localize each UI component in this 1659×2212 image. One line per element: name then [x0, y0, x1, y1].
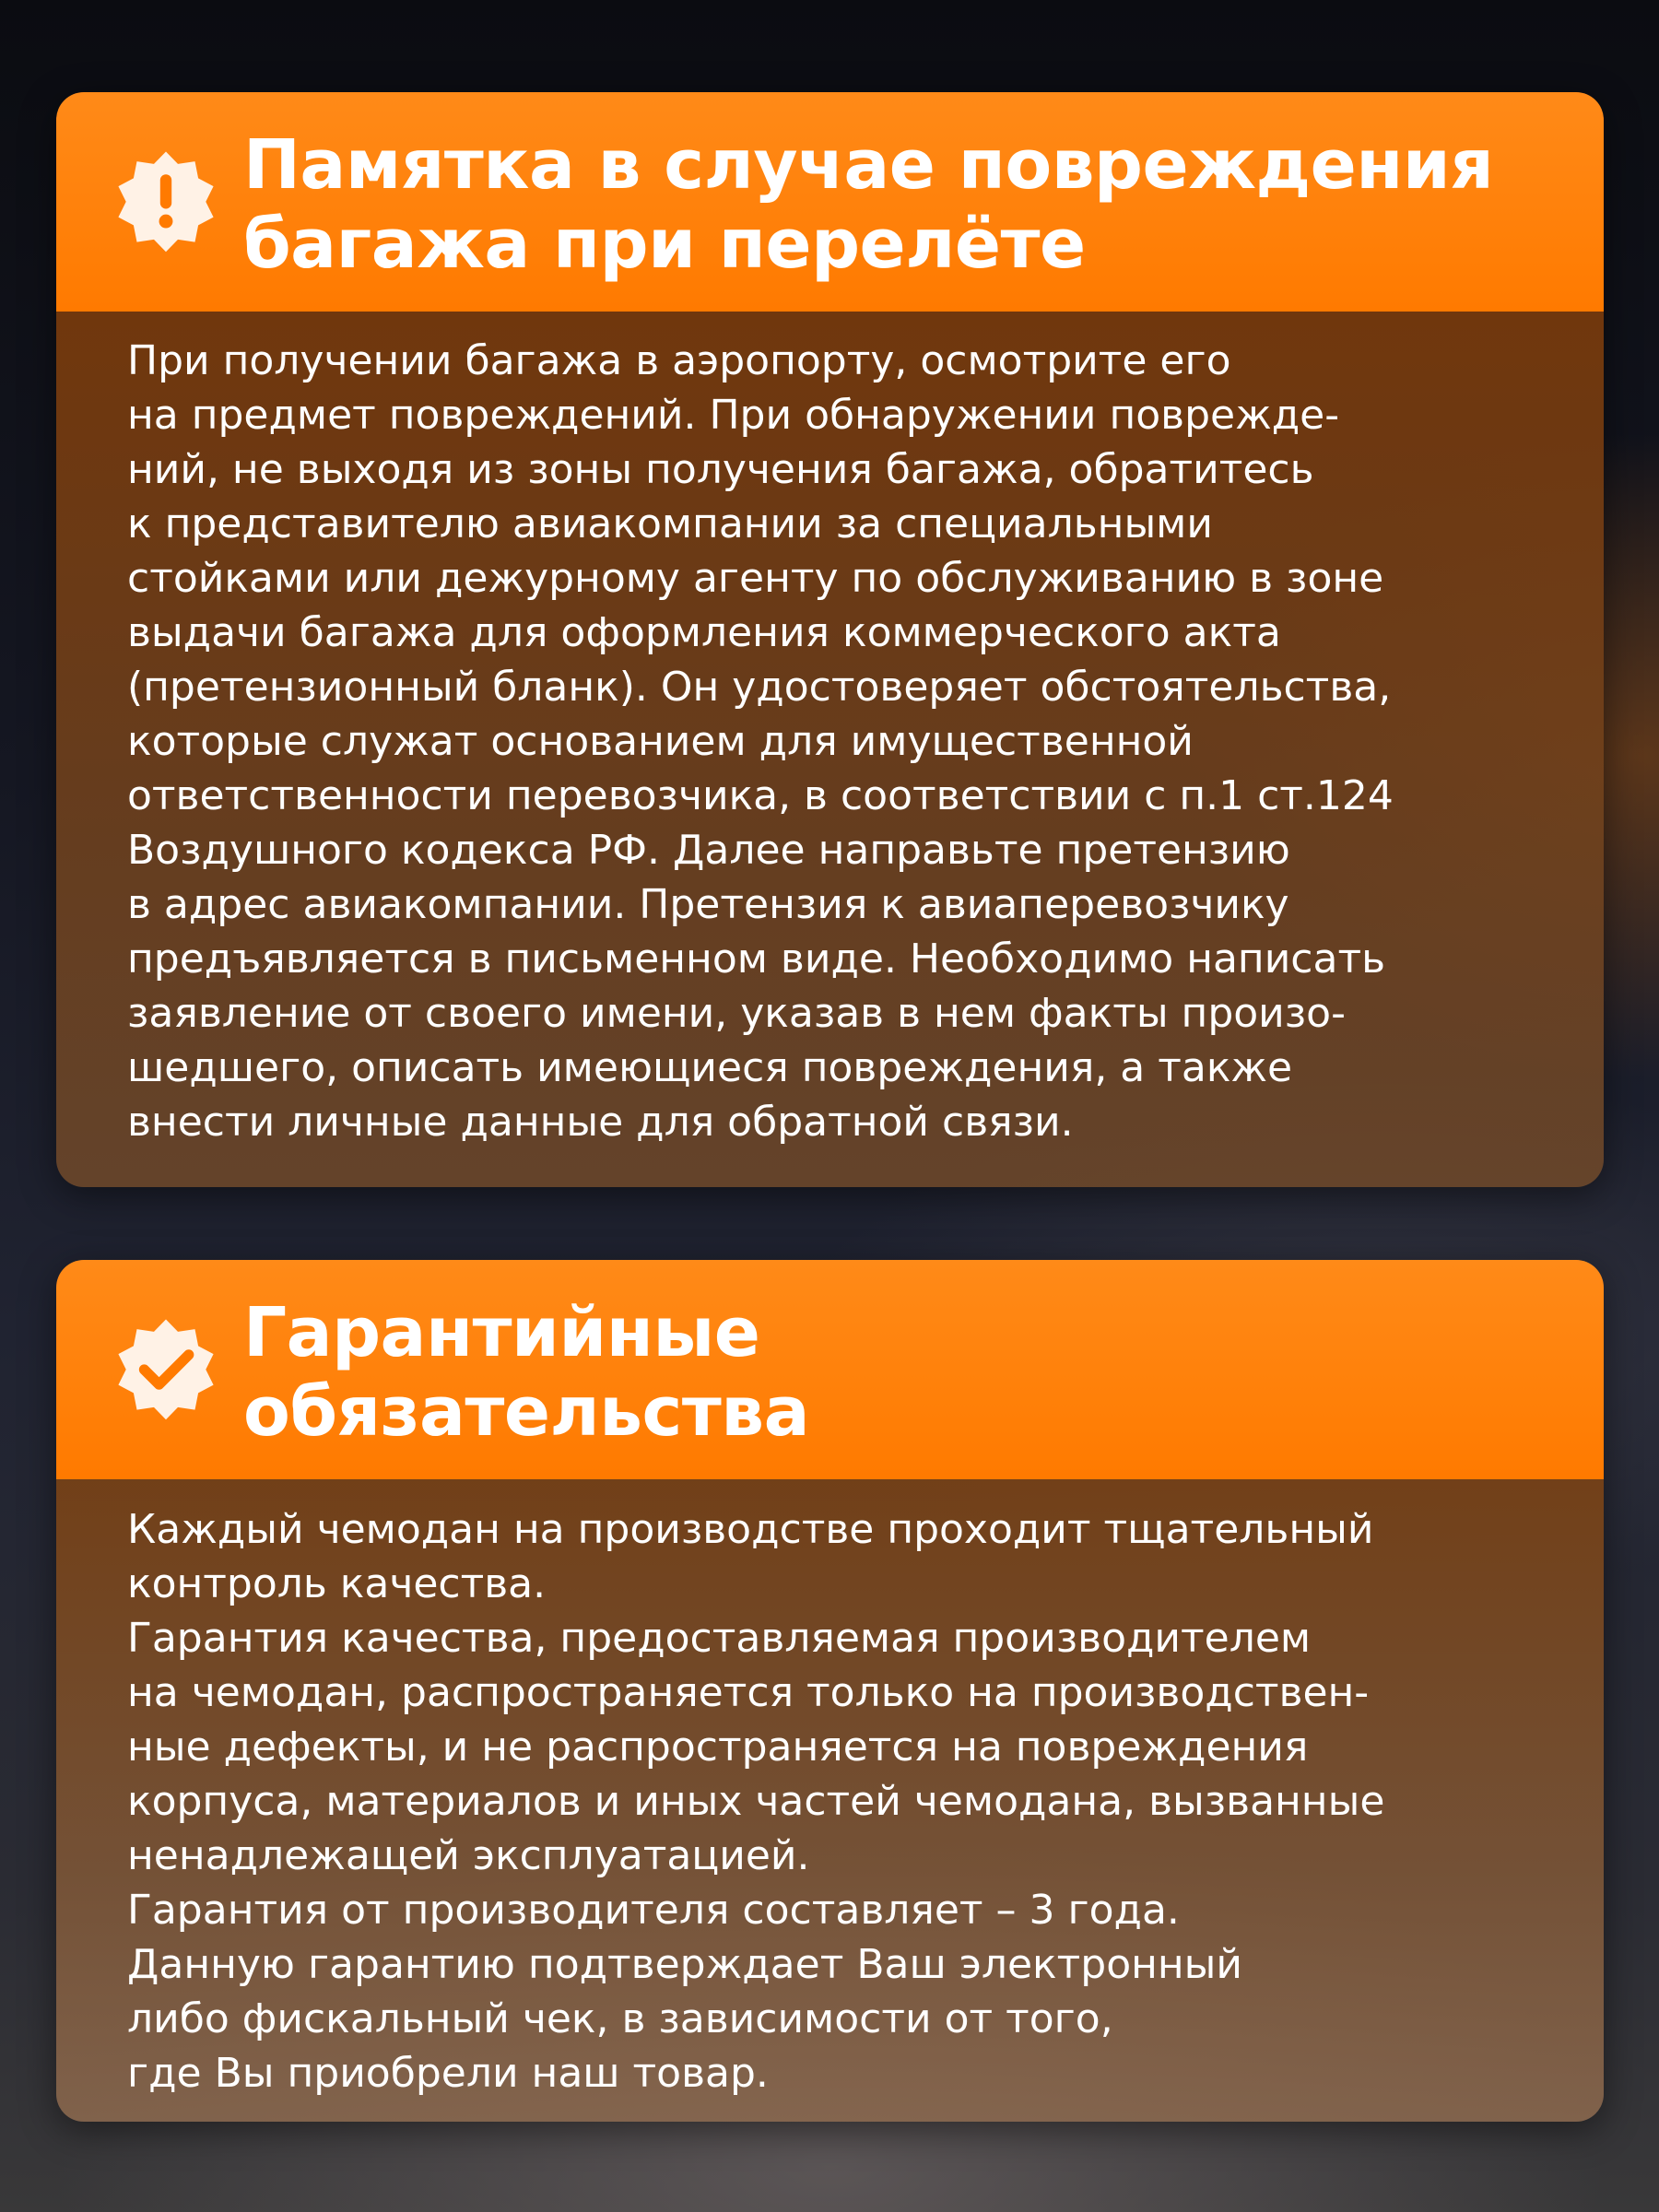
warranty-title: [243, 1293, 1567, 1452]
title-line: Памятка в случае повреждения: [243, 125, 1494, 205]
damage-memo-header: [56, 92, 1604, 312]
text-line: шедшего, описать имеющиеся повреждения, а также: [127, 1044, 1293, 1091]
alert-badge-icon: [109, 145, 223, 259]
text-line: контроль качества.: [127, 1560, 547, 1607]
text-line: к представителю авиакомпании за специальными: [127, 500, 1213, 547]
text-line: ответственности перевозчика, в соответствии с п.1 ст.124: [127, 772, 1394, 819]
text-line: Каждый чемодан на производстве проходит тщательный: [127, 1506, 1374, 1553]
text-line: Данную гарантию подтверждает Ваш электронный: [127, 1941, 1242, 1988]
damage-memo-card: [56, 92, 1604, 1187]
text-line: в адрес авиакомпании. Претензия к авиаперевозчику: [127, 881, 1289, 928]
text-line: (претензионный бланк). Он удостоверяет обстоятельства,: [127, 664, 1392, 711]
text-line: Гарантия от производителя составляет – 3 года.: [127, 1887, 1180, 1934]
text-line: внести личные данные для обратной связи.: [127, 1099, 1074, 1146]
damage-memo-title: [243, 125, 1567, 284]
warranty-card: [56, 1260, 1604, 2122]
title-line: Гарантийные: [243, 1293, 760, 1372]
text-line: предъявляется в письменном виде. Необходимо написать: [127, 935, 1386, 982]
text-line: При получении багажа в аэропорту, осмотрите его: [127, 337, 1231, 384]
text-line: корпуса, материалов и иных частей чемодана, вызванные: [127, 1778, 1385, 1825]
text-line: заявление от своего имени, указав в нем факты произо-: [127, 990, 1346, 1037]
title-line: обязательства: [243, 1372, 810, 1452]
verified-badge-icon: [109, 1312, 223, 1427]
text-line: на чемодан, распространяется только на производствен-: [127, 1669, 1370, 1716]
text-line: выдачи багажа для оформления коммерческого акта: [127, 609, 1281, 656]
text-line: которые служат основанием для имущественной: [127, 718, 1194, 765]
text-line: Воздушного кодекса РФ. Далее направьте претензию: [127, 827, 1290, 874]
text-line: стойками или дежурному агенту по обслуживанию в зоне: [127, 555, 1384, 602]
title-line: багажа при перелёте: [243, 205, 1086, 284]
text-line: ненадлежащей эксплуатацией.: [127, 1832, 810, 1879]
text-line: на предмет повреждений. При обнаружении поврежде-: [127, 392, 1340, 439]
text-line: либо фискальный чек, в зависимости от того,: [127, 1995, 1113, 2042]
warranty-text: [56, 1479, 1604, 2122]
text-line: где Вы приобрели наш товар.: [127, 2050, 769, 2097]
text-line: Гарантия качества, предоставляемая производителем: [127, 1615, 1312, 1662]
text-line: ные дефекты, и не распространяется на повреждения: [127, 1724, 1309, 1771]
damage-memo-text: [56, 312, 1604, 1187]
text-line: ний, не выходя из зоны получения багажа, обратитесь: [127, 446, 1314, 493]
warranty-header: [56, 1260, 1604, 1479]
